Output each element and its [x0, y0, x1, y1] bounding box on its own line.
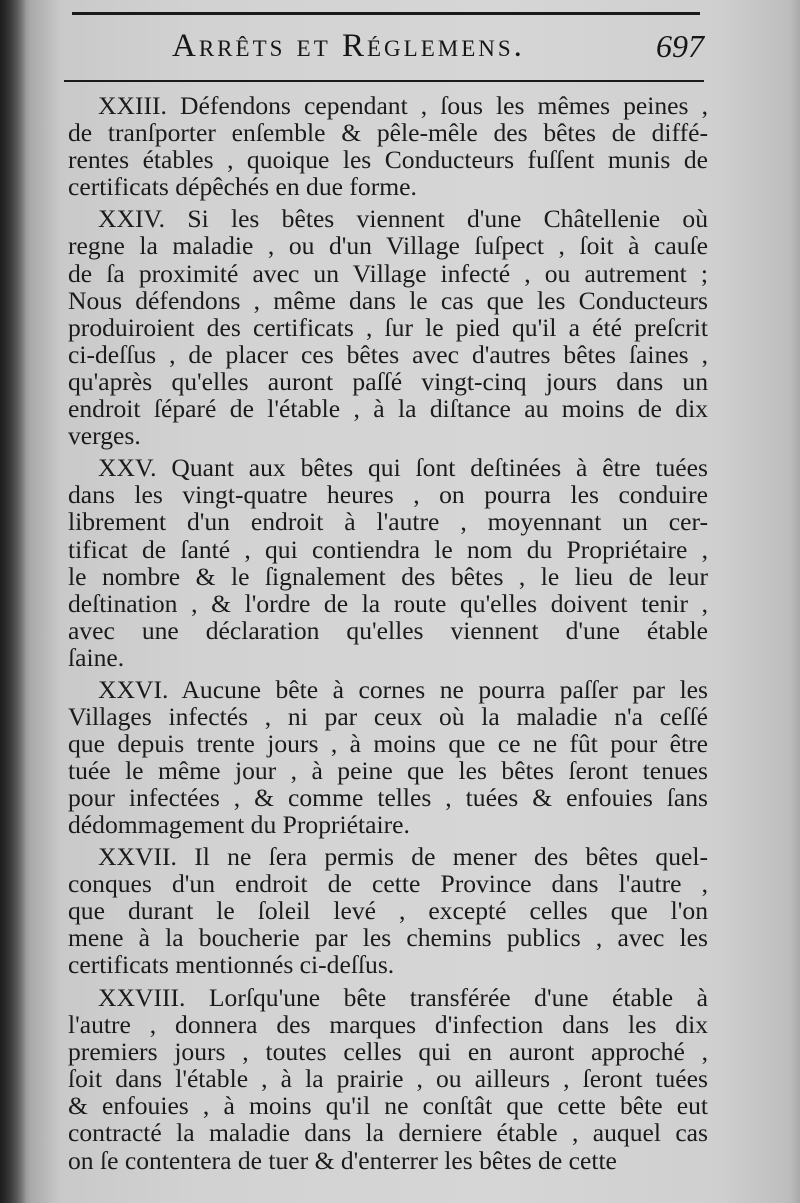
page-header [64, 26, 704, 74]
body-text [68, 92, 708, 1174]
text-line: verges. [68, 421, 141, 451]
page-number: 697 [656, 28, 704, 64]
text-line: deſtination , & l'ordre de la route qu'elles doivent tenir , [68, 588, 708, 618]
text-line: avec une déclaration qu'elles viennent d'une étable [68, 615, 708, 645]
text-line: que durant le ſoleil levé , excepté celles que l'on [68, 895, 708, 925]
text-line: certificats dépêchés en due forme. [68, 172, 417, 202]
text-line: XXIV. Si les bêtes viennent d'une Châtellenie où [98, 204, 708, 234]
text-line: librement d'un endroit à l'autre , moyennant un cer- [68, 507, 708, 537]
text-line: regne la maladie , ou d'un Village ſuſpect , ſoit à cauſe [68, 231, 708, 261]
text-line: XXIII. Défendons cependant , ſous les mêmes peines , [98, 91, 708, 120]
text-line: qu'après qu'elles auront paſſé vingt-cinq jours dans un [68, 366, 708, 396]
text-line: XXV. Quant aux bêtes qui ſont deſtinées à être tuées [98, 453, 708, 483]
paragraph [68, 205, 708, 449]
text-line: ſaine. [68, 642, 125, 672]
text-line: premiers jours , toutes celles qui en auront approché , [68, 1037, 708, 1067]
text-line: XXVI. Aucune bête à cornes ne pourra paſſer par les [98, 674, 708, 704]
paragraph [68, 92, 708, 200]
text-line: de tranſporter enſemble & pêle-mêle des bêtes de diffé- [68, 118, 708, 148]
text-line: de ſa proximité avec un Village infecté , ou autrement ; [68, 258, 708, 288]
text-line: tuée le même jour , à peine que les bêtes ſeront tenues [68, 756, 708, 786]
text-line: mene à la boucherie par les chemins publics , avec les [68, 922, 708, 952]
text-line: l'autre , donnera des marques d'infection dans les dix [68, 1010, 708, 1040]
paragraph [68, 984, 708, 1174]
header-rule-top [72, 12, 700, 15]
text-line: rentes étables , quoique les Conducteurs fuſſent munis de [68, 145, 708, 175]
binding-shadow [0, 0, 26, 1203]
text-line: certificats mentionnés ci-deſſus. [68, 949, 395, 979]
header-rule-bottom [64, 80, 704, 82]
text-line: & enfouies , à moins qu'il ne conſtât que cette bête eut [68, 1091, 708, 1121]
paragraph [68, 454, 708, 671]
text-line: conques d'un endroit de cette Province dans l'autre , [68, 868, 708, 898]
paragraph [68, 676, 708, 839]
text-line: le nombre & le ſignalement des bêtes , le lieu de leur [68, 561, 708, 591]
text-line: ci-deſſus , de placer ces bêtes avec d'autres bêtes ſaines , [68, 339, 708, 369]
text-line: tificat de ſanté , qui contiendra le nom du Propriétaire , [68, 534, 708, 564]
text-line: produiroient des certificats , ſur le pied qu'il a été preſcrit [68, 312, 708, 342]
text-line: dédommagement du Propriétaire. [68, 810, 410, 840]
text-line: endroit ſéparé de l'étable , à la diſtance au moins de dix [68, 394, 708, 424]
text-line: on ſe contentera de tuer & d'enterrer les bêtes de cette [68, 1145, 617, 1175]
paragraph [68, 843, 708, 978]
running-title: Arrêts et Réglemens. [172, 28, 525, 64]
text-line: ſoit dans l'étable , à la prairie , ou ailleurs , ſeront tuées [68, 1064, 708, 1094]
text-line: Villages infectés , ni par ceux où la maladie n'a ceſſé [68, 702, 708, 732]
text-line: contracté la maladie dans la derniere étable , auquel cas [68, 1118, 708, 1148]
text-line: dans les vingt-quatre heures , on pourra les conduire [68, 480, 708, 510]
text-line: que depuis trente jours , à moins que ce ne fût pour être [68, 729, 708, 759]
text-line: pour infectées , & comme telles , tuées & enfouies ſans [68, 783, 708, 813]
text-line: Nous défendons , même dans le cas que les Conducteurs [68, 285, 708, 315]
text-line: XXVII. Il ne ſera permis de mener des bêtes quel- [98, 841, 708, 871]
text-line: XXVIII. Lorſqu'une bête transférée d'une étable à [98, 983, 708, 1012]
